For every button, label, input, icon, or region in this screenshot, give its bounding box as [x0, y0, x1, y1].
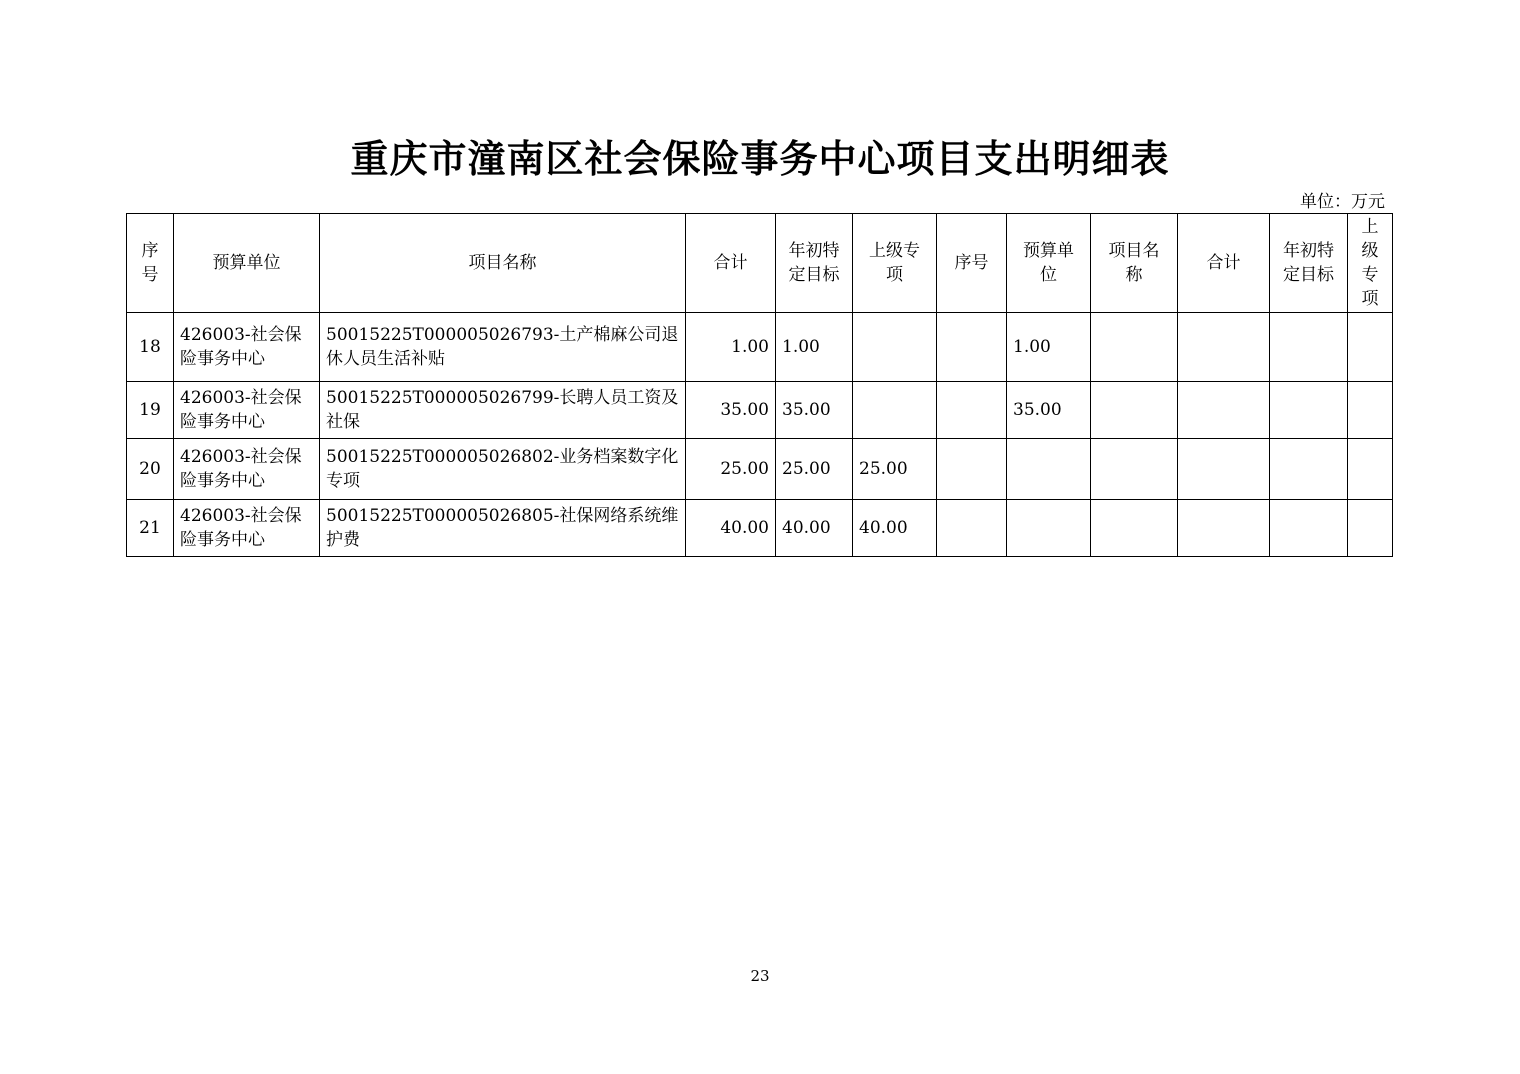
cell-initial-target-2 — [1270, 313, 1348, 382]
cell-seq-2 — [937, 382, 1007, 439]
cell-project-name: 50015225T000005026793-土产棉麻公司退休人员生活补贴 — [320, 313, 686, 382]
cell-budget-unit: 426003-社会保险事务中心 — [174, 439, 320, 500]
cell-total: 1.00 — [686, 313, 776, 382]
cell-initial-target: 35.00 — [776, 382, 853, 439]
cell-total: 25.00 — [686, 439, 776, 500]
cell-seq-2 — [937, 439, 1007, 500]
header-project-name: 项目名称 — [320, 214, 686, 313]
cell-seq: 21 — [127, 500, 174, 557]
cell-initial-target-2 — [1270, 382, 1348, 439]
cell-budget-unit-2 — [1007, 500, 1091, 557]
header-total: 合计 — [686, 214, 776, 313]
page-title: 重庆市潼南区社会保险事务中心项目支出明细表 — [350, 136, 1170, 181]
cell-superior-special — [853, 313, 937, 382]
cell-total-2 — [1178, 500, 1270, 557]
cell-project-name-2 — [1091, 382, 1178, 439]
project-expenditure-table — [126, 213, 1393, 557]
cell-superior-special-2 — [1348, 439, 1393, 500]
cell-project-name: 50015225T000005026799-长聘人员工资及社保 — [320, 382, 686, 439]
table-row — [127, 500, 1393, 557]
cell-initial-target: 25.00 — [776, 439, 853, 500]
cell-budget-unit: 426003-社会保险事务中心 — [174, 382, 320, 439]
cell-seq: 20 — [127, 439, 174, 500]
cell-seq-2 — [937, 313, 1007, 382]
cell-seq: 18 — [127, 313, 174, 382]
cell-project-name-2 — [1091, 500, 1178, 557]
header-budget-unit: 预算单位 — [174, 214, 320, 313]
cell-seq: 19 — [127, 382, 174, 439]
cell-initial-target-2 — [1270, 500, 1348, 557]
header-total-2: 合计 — [1178, 214, 1270, 313]
cell-total: 35.00 — [686, 382, 776, 439]
table-row — [127, 313, 1393, 382]
cell-total-2 — [1178, 439, 1270, 500]
cell-superior-special: 25.00 — [853, 439, 937, 500]
cell-project-name: 50015225T000005026802-业务档案数字化专项 — [320, 439, 686, 500]
cell-initial-target: 1.00 — [776, 313, 853, 382]
cell-initial-target-2 — [1270, 439, 1348, 500]
unit-label: 单位：万元 — [1300, 192, 1385, 212]
cell-project-name-2 — [1091, 313, 1178, 382]
cell-superior-special: 40.00 — [853, 500, 937, 557]
cell-budget-unit-2: 1.00 — [1007, 313, 1091, 382]
cell-budget-unit-2 — [1007, 439, 1091, 500]
header-initial-target: 年初特定目标 — [776, 214, 853, 313]
cell-superior-special-2 — [1348, 500, 1393, 557]
table-row — [127, 439, 1393, 500]
cell-total-2 — [1178, 382, 1270, 439]
cell-total-2 — [1178, 313, 1270, 382]
cell-project-name-2 — [1091, 439, 1178, 500]
cell-initial-target: 40.00 — [776, 500, 853, 557]
table-header-row — [127, 214, 1393, 313]
header-initial-target-2: 年初特定目标 — [1270, 214, 1348, 313]
cell-budget-unit-2: 35.00 — [1007, 382, 1091, 439]
cell-budget-unit: 426003-社会保险事务中心 — [174, 500, 320, 557]
header-superior-special: 上级专项 — [853, 214, 937, 313]
cell-superior-special — [853, 382, 937, 439]
cell-total: 40.00 — [686, 500, 776, 557]
cell-seq-2 — [937, 500, 1007, 557]
cell-project-name: 50015225T000005026805-社保网络系统维护费 — [320, 500, 686, 557]
header-superior-special-2: 上级专项 — [1348, 214, 1393, 313]
cell-superior-special-2 — [1348, 382, 1393, 439]
cell-budget-unit: 426003-社会保险事务中心 — [174, 313, 320, 382]
header-budget-unit-2: 预算单位 — [1007, 214, 1091, 313]
header-project-name-2: 项目名称 — [1091, 214, 1178, 313]
page-number: 23 — [750, 967, 770, 985]
header-seq-2: 序号 — [937, 214, 1007, 313]
header-seq: 序号 — [127, 214, 174, 313]
cell-superior-special-2 — [1348, 313, 1393, 382]
table-row — [127, 382, 1393, 439]
